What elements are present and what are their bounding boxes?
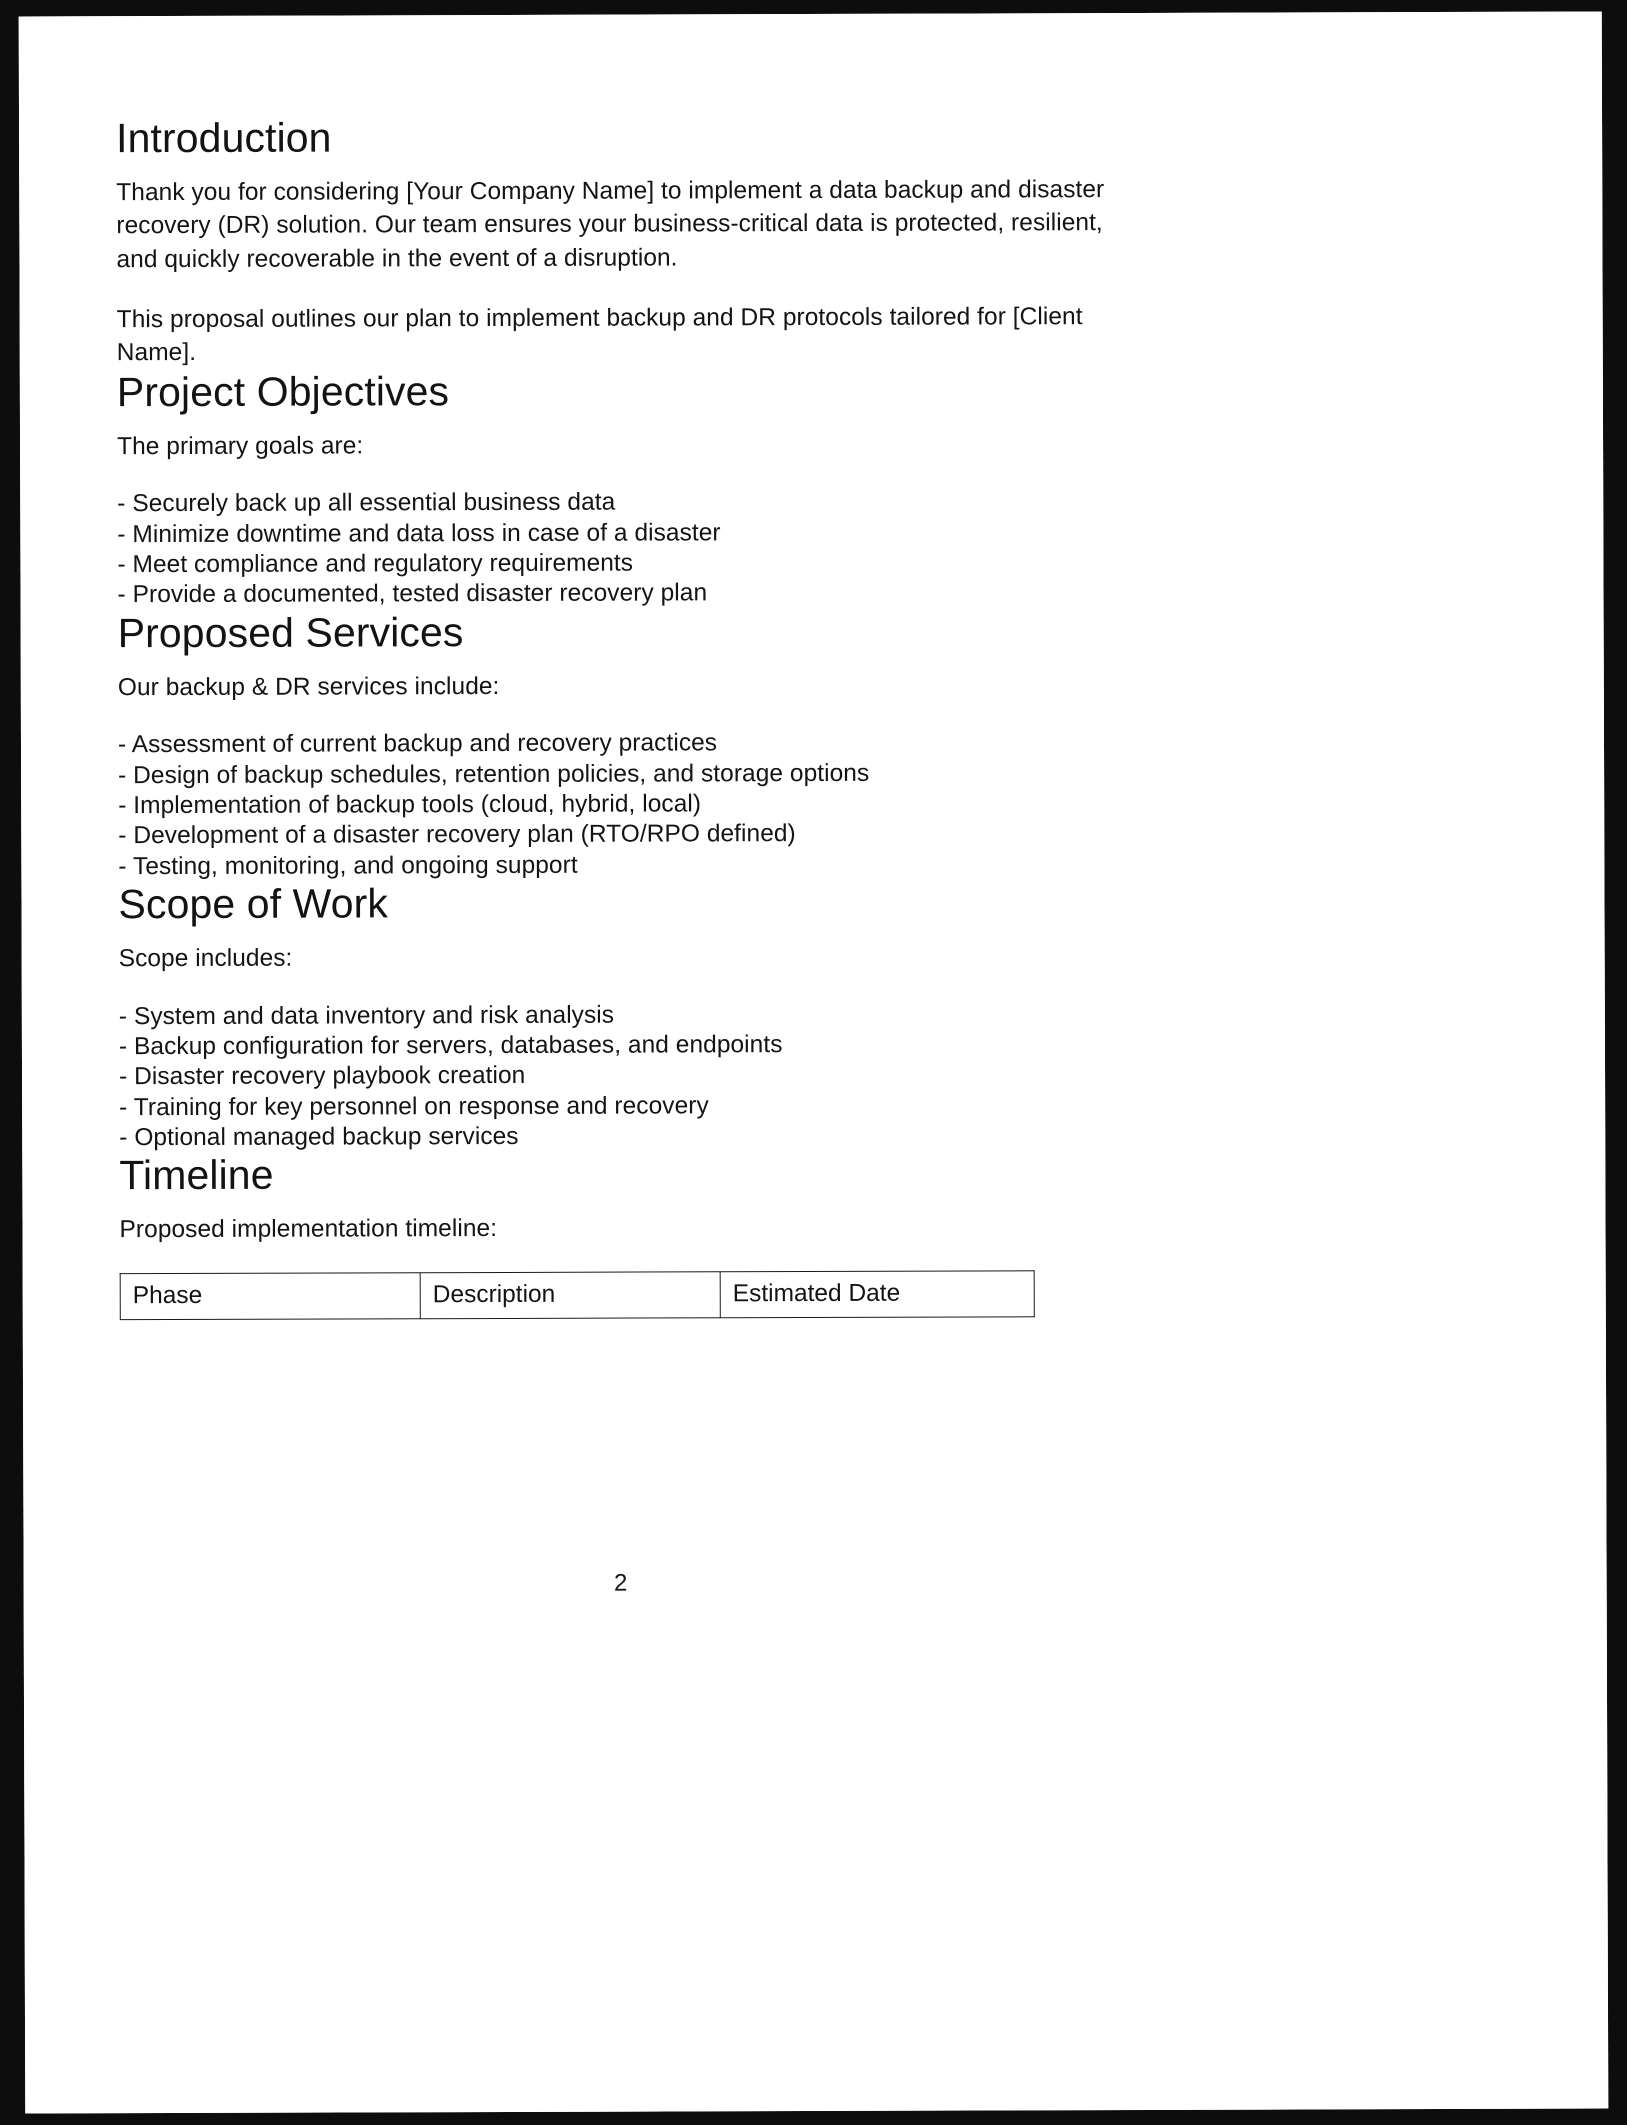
list-item: - Implementation of backup tools (cloud, hybrid, local) <box>118 790 702 820</box>
proposed-services-list <box>118 727 1118 882</box>
heading-scope-of-work: Scope of Work <box>118 880 389 928</box>
proposed-services-lead: Our backup & DR services include: <box>117 672 500 701</box>
project-objectives-list <box>117 486 1117 611</box>
section-timeline <box>119 1150 1120 1320</box>
list-item: - Backup configuration for servers, databases, and endpoints <box>118 1030 783 1061</box>
list-item: - Training for key personnel on response and recovery <box>119 1091 709 1121</box>
list-item: - Provide a documented, tested disaster recovery plan <box>117 579 708 609</box>
list-item: - Minimize downtime and data loss in case of a disaster <box>117 518 721 548</box>
scope-of-work-lead: Scope includes: <box>118 944 293 973</box>
heading-introduction: Introduction <box>116 114 332 162</box>
scope-of-work-list <box>119 999 1119 1154</box>
column-header-phase: Phase <box>120 1273 420 1320</box>
page-surface <box>19 12 1609 2114</box>
section-scope-of-work <box>118 879 1119 1153</box>
list-item: - Meet compliance and regulatory requirements <box>117 549 634 579</box>
table-header-row <box>120 1271 1034 1320</box>
timeline-lead: Proposed implementation timeline: <box>119 1215 498 1244</box>
column-header-description: Description <box>420 1272 720 1319</box>
timeline-table <box>120 1270 1035 1320</box>
introduction-paragraph-1: Thank you for considering [Your Company Name] to implement a data backup and disaster recovery (DR) solution. Our team ensures your business-critical data is protected, resilient, and quickly recoverable in the event of a disruption. <box>116 175 1105 274</box>
list-item: - Testing, monitoring, and ongoing support <box>118 851 578 880</box>
column-header-estimated-date: Estimated Date <box>720 1271 1034 1318</box>
list-item: - Securely back up all essential business data <box>117 488 616 518</box>
section-introduction <box>116 113 1117 370</box>
page-number-footer: 2 <box>613 1569 628 1597</box>
list-item: - Optional managed backup services <box>119 1122 519 1152</box>
section-proposed-services <box>118 608 1119 882</box>
list-item: - Assessment of current backup and recovery practices <box>117 729 718 759</box>
section-project-objectives <box>117 367 1118 611</box>
heading-project-objectives: Project Objectives <box>116 367 450 415</box>
list-item: - Disaster recovery playbook creation <box>118 1062 526 1091</box>
introduction-paragraph-2: This proposal outlines our plan to implement backup and DR protocols tailored for [Client Name]. <box>116 302 1083 367</box>
list-item: - Design of backup schedules, retention policies, and storage options <box>118 759 870 789</box>
list-item: - System and data inventory and risk analysis <box>118 1001 615 1030</box>
document-page-sheet <box>19 12 1609 2114</box>
heading-proposed-services: Proposed Services <box>117 608 464 656</box>
project-objectives-lead: The primary goals are: <box>117 432 364 460</box>
heading-timeline: Timeline <box>119 1152 274 1199</box>
document-body <box>116 113 1120 1597</box>
list-item: - Development of a disaster recovery plan (RTO/RPO defined) <box>118 820 796 850</box>
